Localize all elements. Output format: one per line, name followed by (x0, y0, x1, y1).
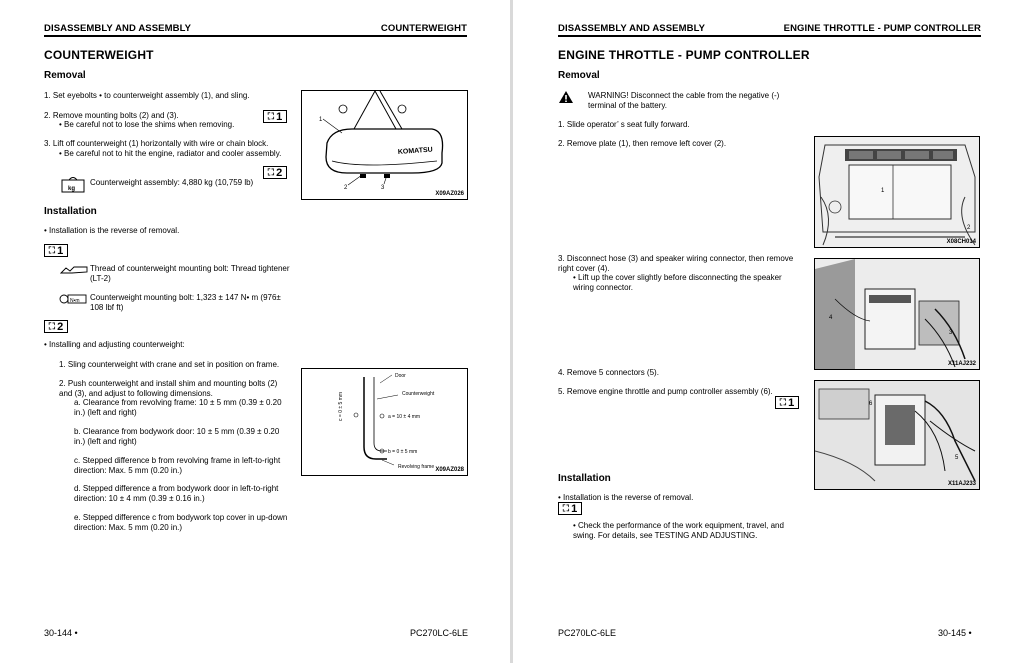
disassembly-icon: ⛶ (48, 245, 56, 255)
removal-step-2: 2. Remove mounting bolts (2) and (3). (44, 111, 179, 120)
clearance-figure (301, 368, 468, 476)
removal-step-1: 1. Slide operator’ s seat fully forward. (558, 120, 690, 129)
cab-cover-figure (814, 136, 980, 248)
symbol-1-marker: ⛶ 1 (44, 244, 68, 257)
svg-text:a = 10 ± 4 mm: a = 10 ± 4 mm (388, 414, 421, 420)
page-title: COUNTERWEIGHT (44, 48, 154, 62)
removal-step-3-note: • Lift up the cover slightly before disconnecting the speaker wiring connector. (573, 273, 782, 292)
disassembly-icon: ⛶ (267, 167, 275, 177)
counterweight-lift-figure (301, 90, 468, 200)
left-page (0, 0, 511, 663)
weight-spec: Counterweight assembly: 4,880 kg (10,759 lb) (90, 178, 254, 187)
adjust-step-2a: a. Clearance from revolving frame: 10 ± 5 mm (0.39 ± 0.20 in.) (left and right) (74, 398, 282, 417)
removal-heading: Removal (44, 70, 86, 81)
installation-heading: Installation (44, 206, 97, 217)
page-header (44, 23, 467, 37)
adjust-step-2c: c. Stepped difference b from revolving frame in left-to-right direction: Max. 5 mm (0.20 in.) (74, 456, 281, 475)
warning-text: WARNING! Disconnect the cable from the negative (-) terminal of the battery. (588, 91, 780, 110)
right-page (513, 0, 1024, 663)
removal-step-3: 3. Disconnect hose (3) and speaker wiring connector, then remove right cover (4). (558, 254, 794, 273)
adjust-step-2b: b. Clearance from bodywork door: 10 ± 5 mm (0.39 ± 0.20 in.) (left and right) (74, 427, 280, 446)
figure-caption: X08CH014 (946, 239, 976, 245)
svg-text:3: 3 (949, 330, 953, 336)
header-topic: COUNTERWEIGHT (380, 23, 467, 34)
removal-step-4: 4. Remove 5 connectors (5). (558, 368, 659, 377)
removal-step-2-note: • Be careful not to lose the shims when removing. (59, 120, 235, 129)
svg-text:Door: Door (395, 373, 406, 379)
thread-tightener-icon (60, 264, 88, 276)
clearance-diagram (302, 369, 468, 476)
symbol-1-marker: ⛶ 1 (775, 396, 799, 409)
footer-model: PC270LC-6LE (558, 628, 617, 638)
symbol-2-marker: ⛶ 2 (44, 320, 68, 333)
svg-text:2: 2 (344, 185, 348, 191)
adjust-bullet: • Installing and adjusting counterweight: (44, 340, 185, 349)
weight-icon (60, 175, 86, 193)
adjust-step-2e: e. Stepped difference c from bodywork top cover in up-down direction: Max. 5 mm (0.20 in.) (74, 513, 288, 532)
right-cover-figure (814, 258, 980, 370)
disassembly-icon: ⛶ (267, 111, 275, 121)
controller-figure (814, 380, 980, 490)
header-topic: ENGINE THROTTLE - PUMP CONTROLLER (783, 23, 981, 34)
svg-text:kg: kg (68, 186, 76, 192)
thread-tightener-spec: Thread of counterweight mounting bolt: Thread tightener (LT-2) (90, 264, 290, 283)
controller-illustration (815, 381, 980, 490)
svg-text:1: 1 (319, 117, 323, 123)
footer-model: PC270LC-6LE (410, 628, 469, 638)
removal-heading: Removal (558, 70, 600, 81)
svg-text:3: 3 (381, 185, 385, 191)
removal-step-3: 3. Lift off counterweight (1) horizontally with wire or chain block. (44, 139, 269, 148)
figure-caption: X09AZ028 (435, 467, 464, 473)
svg-text:Counterweight: Counterweight (402, 391, 435, 397)
svg-text:4: 4 (829, 315, 833, 321)
svg-text:b = 0 ± 5 mm: b = 0 ± 5 mm (388, 449, 418, 455)
page-title: ENGINE THROTTLE - PUMP CONTROLLER (558, 48, 810, 62)
svg-text:6: 6 (869, 401, 873, 407)
disassembly-icon: ⛶ (779, 397, 787, 407)
header-section: DISASSEMBLY AND ASSEMBLY (558, 23, 706, 34)
cab-cover-illustration (815, 137, 980, 248)
adjust-step-2: 2. Push counterweight and install shim and mounting bolts (2) and (3), and adjust to following dimensions. (59, 379, 278, 398)
svg-text:1: 1 (881, 188, 885, 194)
symbol-1-marker: ⛶ 1 (558, 502, 582, 515)
svg-text:N•m: N•m (70, 298, 80, 304)
svg-text:Revolving frame: Revolving frame (398, 464, 435, 470)
right-cover-illustration (815, 259, 980, 370)
page-header (558, 23, 981, 37)
removal-step-5: 5. Remove engine throttle and pump controller assembly (6). (558, 387, 773, 396)
header-section: DISASSEMBLY AND ASSEMBLY (44, 23, 192, 34)
svg-text:KOMATSU: KOMATSU (397, 146, 433, 156)
adjust-step-1: 1. Sling counterweight with crane and set in position on frame. (59, 360, 280, 369)
disassembly-icon: ⛶ (562, 503, 570, 513)
svg-text:5: 5 (955, 455, 959, 461)
counterweight-illustration (302, 91, 468, 200)
footer-page-number: 30-144 • (44, 628, 78, 638)
disassembly-icon: ⛶ (48, 321, 56, 331)
removal-step-1: 1. Set eyebolts • to counterweight assembly (1), and sling. (44, 91, 250, 100)
symbol-1-marker: ⛶ 1 (263, 110, 287, 123)
figure-caption: X11AJ233 (947, 481, 976, 487)
footer-page-number: 30-145 • (938, 628, 972, 638)
svg-text:2: 2 (967, 225, 971, 231)
adjust-step-2d: d. Stepped difference a from bodywork door in left-to-right direction: 10 ± 4 mm (0.39 ± 0.16 in.) (74, 484, 279, 503)
removal-step-3-note: • Be careful not to hit the engine, radiator and cooler assembly. (59, 149, 282, 158)
torque-wrench-icon (59, 290, 87, 308)
warning-icon (558, 90, 574, 104)
installation-bullet: • Installation is the reverse of removal. (44, 226, 180, 235)
installation-heading: Installation (558, 473, 611, 484)
check-note: • Check the performance of the work equipment, travel, and swing. For details, see TESTING AND ADJUSTING. (573, 521, 784, 540)
torque-spec: Counterweight mounting bolt: 1,323 ± 147 N• m (976± 108 lbf ft) (90, 293, 281, 312)
figure-caption: X11AJ232 (947, 361, 976, 367)
figure-caption: X09AZ026 (435, 191, 464, 197)
removal-step-2: 2. Remove plate (1), then remove left cover (2). (558, 139, 727, 148)
installation-bullet: • Installation is the reverse of removal. (558, 493, 694, 502)
svg-text:c = 0 ± 5 mm: c = 0 ± 5 mm (338, 391, 344, 421)
symbol-2-marker: ⛶ 2 (263, 166, 287, 179)
